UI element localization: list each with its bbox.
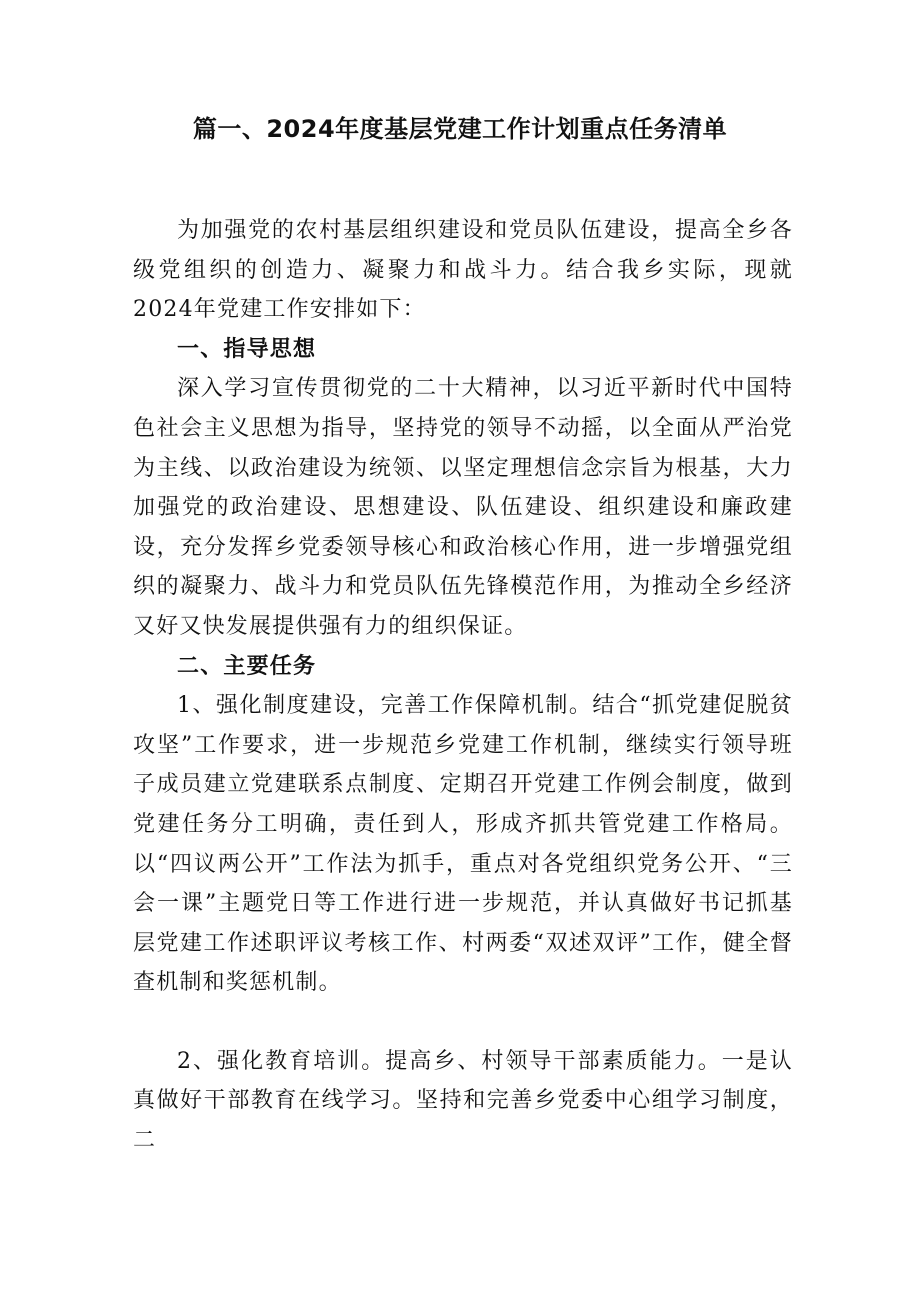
paragraph-gap xyxy=(133,1003,793,1042)
task-item-1-paragraph: 1、强化制度建设，完善工作保障机制。结合“抓党建促脱贫攻坚”工作要求，进一步规范乡党建工作机制，继续实行领导班子成员建立党建联系点制度、定期召开党建工作例会制度，做到党建任务分工明确，责任到人，形成齐抓共管党建工作格局。以“四议两公开”工作法为抓手，重点对各党组织党务公开、“三会一课”主题党日等工作进行进一步规范，并认真做好书记抓基层党建工作述职评议考核工作、村两委“双述双评”工作，健全督查机制和奖惩机制。 xyxy=(133,693,793,996)
guiding-thought-paragraph: 深入学习宣传贯彻党的二十大精神，以习近平新时代中国特色社会主义思想为指导，坚持党的领导不动摇，以全面从严治党为主线、以政治建设为统领、以坚定理想信念宗旨为根基，大力加强党的政治建设、思想建设、队伍建设、组织建设和廉政建设，充分发挥乡党委领导核心和政治核心作用，进一步增强党组织的凝聚力、战斗力和党员队伍先锋模范作用，为推动全乡经济又好又快发展提供强有力的组织保证。 xyxy=(133,376,793,639)
section-heading-main-tasks: 二、主要任务 xyxy=(177,653,317,679)
document-body xyxy=(133,211,793,1161)
document-title: 篇一、2024年度基层党建工作计划重点任务清单 xyxy=(192,115,728,143)
intro-paragraph: 为加强党的农村基层组织建设和党员队伍建设，提高全乡各级党组织的创造力、凝聚力和战斗力。结合我乡实际，现就2024年党建工作安排如下： xyxy=(133,218,793,323)
task-item-2-paragraph: 2、强化教育培训。提高乡、村领导干部素质能力。一是认真做好干部教育在线学习。坚持和完善乡党委中心组学习制度，二 xyxy=(133,1048,793,1154)
section-heading-guiding-thought: 一、指导思想 xyxy=(177,336,317,362)
